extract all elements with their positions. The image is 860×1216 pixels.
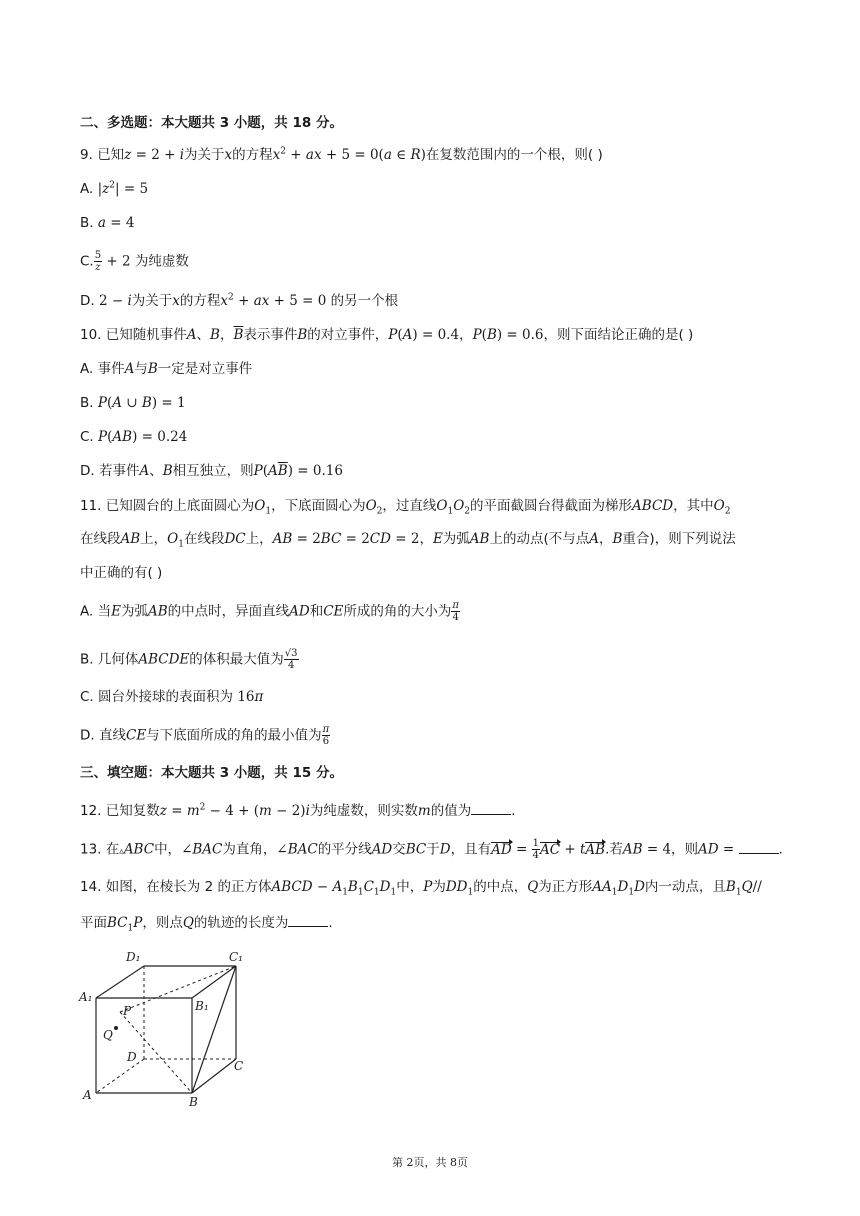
segment-pc1 — [120, 966, 236, 1012]
text: ，且有 — [450, 841, 492, 858]
question-12: 12. 已知复数$z = m^2 - 4 + (m - 2)i$为纯虚数，则实数m的值为 . — [80, 802, 516, 819]
label-b1: B₁ — [195, 999, 209, 1013]
option-11c: C. 圆台外接球的表面积为 16π — [80, 689, 264, 705]
option-label: A. — [80, 181, 94, 197]
label-c: C — [234, 1059, 244, 1073]
question-number: 14. — [80, 879, 102, 895]
text: ，下底面圆心为 — [271, 498, 366, 514]
text: 为弧 — [120, 603, 148, 620]
text: 的平分线 — [317, 841, 372, 858]
question-11-line-1: 11. 已知圆台的上底面圆心为$O_1$，下底面圆心为$O_2$，过直线$O_1O_2$的平面截圆台得截面为梯形ABCD，其中$O_2$ — [80, 498, 731, 517]
text: .若 — [605, 841, 623, 858]
text: 的中点， — [473, 879, 528, 895]
section-heading-fill-in — [80, 764, 343, 782]
text: 中正确的有( ) — [80, 565, 163, 581]
text: ， — [459, 327, 473, 343]
section-title: 三、填空题：本大题共 3 小题，共 15 分。 — [80, 765, 343, 781]
text: ， — [599, 531, 613, 547]
option-label: D. — [80, 293, 95, 309]
text: 的方程 — [232, 147, 273, 163]
option-label: B. — [80, 215, 94, 231]
option-9a: A. $|z^2| = 5$ — [80, 180, 149, 197]
section-heading-multiple-choice — [80, 114, 343, 132]
text: 在复数范围内的一个根，则( ) — [425, 147, 603, 163]
text: 的平面截圆台得截面为梯形 — [470, 498, 633, 514]
text: 、 — [196, 327, 211, 343]
text: 为纯虚数，则实数 — [309, 803, 418, 819]
text: 的体积最大值为 — [189, 651, 284, 668]
text: D. 直线 — [80, 727, 126, 744]
text: 的值为 — [430, 803, 472, 819]
text: 已知圆台的上底面圆心为 — [105, 498, 255, 514]
text: 的轨迹的长度为 — [193, 915, 289, 931]
text: B. 几何体 — [80, 651, 139, 668]
text: ，则点 — [142, 915, 183, 931]
text: 为直角， — [222, 841, 277, 858]
option-10b: B. P(A ∪ B) = 1 — [80, 395, 186, 411]
text: 上的动点(不与点 — [489, 531, 590, 547]
option-11a: A. 当E为弧AB的中点时，异面直线AD和CE所成的角的大小为 $\frac{\pi}{4}$ — [80, 600, 459, 623]
question-11-line-3 — [80, 564, 162, 582]
label-b: B — [189, 1095, 198, 1109]
text: 和 — [309, 603, 324, 620]
edge-bc1 — [192, 966, 236, 1093]
edge-da — [96, 1059, 144, 1093]
text: 平面 — [80, 915, 107, 931]
label-d1: D₁ — [126, 950, 141, 964]
text: 所成的角的大小为 — [343, 603, 452, 620]
text: 已知随机事件 — [105, 327, 187, 343]
text: 为关于 — [131, 293, 173, 309]
option-9c: C. $\frac{5}{z}$ + 2 为纯虚数 — [80, 250, 189, 273]
question-number: 12. — [80, 803, 102, 819]
option-label: C. — [80, 253, 94, 270]
option-label: C. — [80, 429, 94, 445]
question-10-stem: 10. 已知随机事件A、B，$\overline{B}$表示事件B的对立事件，P(A) = 0.4，P(B) = 0.6，则下面结论正确的是( ) — [80, 327, 694, 343]
question-14-line-2: 平面$BC_1P$，则点Q的轨迹的长度为 . — [80, 915, 333, 934]
text: 内一动点，且 — [644, 879, 726, 895]
text: A. 当 — [80, 603, 112, 620]
option-9d: D. 2 − i为关于x的方程$x^2$ + ax + 5 = 0 的另一个根 — [80, 292, 399, 309]
text: 已知 — [97, 147, 125, 163]
text: ，则下面结论正确的是( ) — [543, 327, 694, 343]
text: C. 圆台外接球的表面积为 — [80, 689, 238, 705]
text: 在线段 — [183, 531, 225, 547]
text: 为弧 — [442, 531, 470, 547]
text: 于 — [426, 841, 440, 858]
option-10c: C. P(AB) = 0.24 — [80, 429, 188, 445]
edge-d1a1 — [96, 966, 144, 998]
text: 在线段 — [80, 531, 121, 547]
text: ，其中 — [673, 498, 714, 514]
text: 重合)，则下列说法 — [622, 531, 736, 547]
text: ，过直线 — [382, 498, 437, 514]
option-11b: B. 几何体ABCDE的体积最大值为 $\frac{√3}{4}$ — [80, 648, 298, 671]
label-a: A — [83, 1088, 92, 1102]
label-p: P — [123, 1004, 132, 1018]
question-number: 11. — [80, 498, 102, 514]
text: 为 — [432, 879, 446, 895]
text: 已知复数 — [105, 803, 160, 819]
text: 上， — [245, 531, 273, 547]
section-title: 二、多选题：本大题共 3 小题，共 18 分。 — [80, 115, 343, 131]
text: 与下底面所成的角的最小值为 — [146, 727, 322, 744]
text: 一定是对立事件 — [157, 361, 253, 377]
text: 交 — [392, 841, 406, 858]
label-q: Q — [103, 1028, 113, 1042]
page-footer — [0, 1154, 860, 1170]
text: 上， — [140, 531, 168, 547]
text: 如图，在棱长为 2 的正方体 — [105, 879, 272, 895]
option-9b: B. a = 4 — [80, 215, 135, 231]
question-number: 10. — [80, 327, 102, 343]
option-10a: A. 事件A与B一定是对立事件 — [80, 361, 253, 377]
text: ， — [219, 327, 234, 343]
question-13: 13. 在▵ABC中，∠BAC为直角，∠BAC的平分线AD交BC于D，且有AD = $\frac{1}{4}$ AC + tAB.若AB = 4，则AD = . — [80, 838, 783, 861]
question-11-line-2: 在线段AB上，$O_1$在线段DC上，AB = 2BC = 2CD = 2，E为弧AB上的动点(不与点A，B重合)，则下列说法 — [80, 531, 736, 550]
option-11d: D. 直线CE与下底面所成的角的最小值为 $\frac{\pi}{6}$ — [80, 724, 330, 747]
text: . — [778, 841, 783, 858]
answer-blank[interactable] — [288, 913, 328, 927]
text: 与 — [134, 361, 148, 377]
text: 的对立事件， — [307, 327, 389, 343]
text: 中， — [396, 879, 424, 895]
text: D. 若事件 — [80, 463, 140, 479]
text: 为正方形 — [538, 879, 593, 895]
text: 的中点时，异面直线 — [167, 603, 290, 620]
text: . — [511, 803, 516, 819]
text: 为关于 — [184, 147, 225, 163]
cube-figure — [76, 946, 266, 1111]
text: 在 — [105, 841, 120, 858]
text: 中， — [154, 841, 182, 858]
answer-blank[interactable] — [739, 840, 779, 854]
label-d: D — [127, 1050, 137, 1064]
text: A. 事件 — [80, 361, 125, 377]
question-9-stem: 9. 已知z = 2 + i为关于x的方程$x^2$ + ax + 5 = 0(a ∈ R)在复数范围内的一个根，则( ) — [80, 146, 603, 163]
text: 、 — [149, 463, 163, 479]
question-number: 13. — [80, 841, 102, 858]
option-label: B. — [80, 395, 94, 411]
text: 为纯虚数 — [130, 253, 189, 270]
text: . — [328, 915, 333, 931]
option-10d: D. 若事件A、B相互独立，则$P(A\overline{B}) = 0.16$ — [80, 463, 343, 479]
edge-bc — [192, 1059, 236, 1093]
question-number: 9. — [80, 147, 93, 163]
answer-blank[interactable] — [471, 801, 511, 815]
text: ， — [419, 531, 433, 547]
edge-c1b1 — [192, 966, 236, 998]
question-14-line-1: 14. 如图，在棱长为 2 的正方体ABCD − $A_1B_1C_1D_1$中，P为$DD_1$的中点，Q为正方形$AA_1D_1D$内一动点，且$B_1Q//$ — [80, 879, 762, 898]
text: 的方程 — [179, 293, 221, 309]
text: 的另一个根 — [326, 293, 399, 309]
text: 表示事件 — [243, 327, 298, 343]
text: ，则 — [671, 841, 699, 858]
label-c1: C₁ — [229, 950, 243, 964]
point-q — [114, 1026, 118, 1030]
page-number: 第 2页，共 8页 — [392, 1156, 468, 1169]
label-a1: A₁ — [79, 990, 93, 1004]
text: 相互独立，则 — [172, 463, 254, 479]
